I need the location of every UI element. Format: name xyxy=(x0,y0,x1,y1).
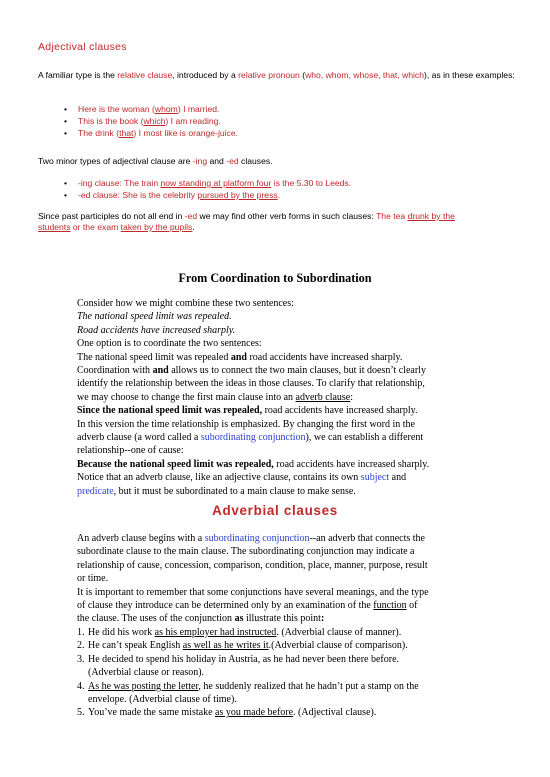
item-number: 2. xyxy=(77,640,85,652)
participle-clause-examples xyxy=(38,178,508,202)
example-text: . xyxy=(277,189,281,200)
body-line xyxy=(77,404,517,417)
example-text: The drink ( xyxy=(78,127,120,138)
example-text: Here is the woman ( xyxy=(78,104,155,114)
as-conjunction-examples xyxy=(77,626,517,720)
body-text: (Adverbial clause or reason). xyxy=(88,667,205,679)
body-line xyxy=(77,391,517,404)
list-item xyxy=(77,639,517,652)
body-line xyxy=(77,599,517,612)
body-line xyxy=(77,351,517,364)
since-text: . xyxy=(192,222,195,232)
subordinating-conjunction-term: subordinating conjunction xyxy=(204,533,310,544)
intro-text: , introduced by a xyxy=(172,70,239,80)
adjectival-intro-paragraph xyxy=(38,70,516,81)
relative-clause-examples xyxy=(38,104,508,139)
bold-clause: Because the national speed limit was repealed, xyxy=(77,458,274,470)
coordination-body xyxy=(77,297,517,498)
example-underlined: pursued by the press xyxy=(197,189,278,200)
bullet-icon: • xyxy=(64,104,68,114)
body-line xyxy=(77,431,517,444)
body-line xyxy=(77,532,517,545)
body-text: the clause. The uses of the conjunction xyxy=(77,613,235,625)
since-text: Since past participles do not all end in xyxy=(38,211,185,221)
body-line: In this version the time relationship is emphasized. By changing the first word in the xyxy=(77,418,415,430)
body-text: He decided to spend his holiday in Austria, as he had never been there before. xyxy=(88,653,400,665)
body-text: illustrate this point xyxy=(243,613,321,625)
example-text: ) I married. xyxy=(177,104,220,114)
body-text: allows us to connect the two main clauses, but it doesn’t clearly xyxy=(168,365,426,377)
adverbial-clauses-heading: Adverbial clauses xyxy=(212,503,338,518)
adverb-clause-link: adverb clause xyxy=(295,391,351,403)
bullet-icon: • xyxy=(64,115,68,126)
body-text: of xyxy=(406,600,418,612)
body-text: --an adverb that connects the xyxy=(309,533,425,544)
example-sentence: Road accidents have increased sharply. xyxy=(77,324,236,336)
body-text: ), we can establish a different xyxy=(305,432,424,444)
intro-text: ), as in these examples: xyxy=(424,70,515,80)
relative-clause-term: relative clause xyxy=(117,70,173,80)
body-text: Notice that an adverb clause, like an adjective clause, contains its own xyxy=(77,472,361,484)
body-text: He can’t speak English xyxy=(88,640,183,652)
example-text: is the 5.30 to Leeds. xyxy=(271,178,352,188)
body-line: identify the relationship between the ideas in those clauses. To clarify that relationship, xyxy=(77,378,425,390)
example-text: -ed clause: She is the celebrity xyxy=(78,189,198,200)
since-example-underlined: drunk by the xyxy=(407,211,455,221)
bullet-icon: • xyxy=(64,178,68,188)
body-text: . (Adjectival clause). xyxy=(293,707,377,719)
body-text: road accidents have increased sharply. xyxy=(273,458,430,470)
body-text: The national speed limit was repealed xyxy=(77,351,231,363)
adverbial-body xyxy=(77,532,517,626)
since-example-underlined: students xyxy=(38,222,71,232)
body-text: we may choose to change the first main clause into an xyxy=(77,391,296,403)
example-sentence: The national speed limit was repealed. xyxy=(77,311,232,323)
body-text: of clause they introduce can be determined only by an examination of the xyxy=(77,600,374,612)
since-example: The tea xyxy=(376,211,408,221)
example-underlined: now standing at platform four xyxy=(160,178,272,188)
body-line xyxy=(77,364,517,377)
example-underlined: that xyxy=(119,127,134,138)
list-item xyxy=(77,706,517,719)
intro-text: ( xyxy=(299,70,306,80)
body-text: : xyxy=(350,391,354,403)
example-underlined: as well as he writes it xyxy=(182,640,269,652)
example-text: This is the book ( xyxy=(78,115,144,126)
body-text: An adverb clause begins with a xyxy=(77,533,205,544)
relative-pronoun-term: relative pronoun xyxy=(238,70,300,80)
since-example-underlined: taken by the pupils xyxy=(120,222,193,232)
body-text: Coordination with xyxy=(77,365,153,377)
ed-term: -ed xyxy=(184,211,198,221)
body-line xyxy=(77,471,517,484)
list-item xyxy=(38,104,508,116)
body-line xyxy=(77,485,517,498)
example-underlined: as his employer had instructed xyxy=(154,627,277,638)
bullet-icon: • xyxy=(64,127,68,138)
bold-and: and xyxy=(230,351,247,363)
minor-text: clauses. xyxy=(238,156,273,166)
body-line: relationship of cause, concession, comparison, condition, place, manner, purpose, result xyxy=(77,559,428,571)
body-text: , but it must be subordinated to a main clause to make sense. xyxy=(113,485,356,497)
example-text: ) I am reading. xyxy=(165,115,221,126)
body-text: . (Adverbial clause of manner). xyxy=(276,627,402,638)
past-participle-paragraph xyxy=(38,211,516,233)
body-text: and xyxy=(389,472,407,484)
item-number: 3. xyxy=(77,653,85,665)
item-number: 4. xyxy=(77,680,85,692)
list-item xyxy=(77,626,517,639)
body-line: subordinate clause to the main clause. The subordinating conjunction may indicate a xyxy=(77,546,415,558)
list-item xyxy=(38,178,508,190)
body-text: road accidents have increased sharply. xyxy=(262,405,418,417)
example-underlined: As he was posting the letter xyxy=(88,680,199,692)
since-example: or the exam xyxy=(70,222,121,232)
list-item xyxy=(77,680,517,707)
body-text: road accidents have increased sharply. xyxy=(246,351,403,363)
list-item xyxy=(38,190,508,202)
body-text: , he suddenly realized that he hadn’t put a stamp on the xyxy=(198,680,419,692)
function-underlined: function xyxy=(373,600,407,612)
body-line: or time. xyxy=(77,573,109,585)
list-item xyxy=(38,116,508,128)
body-line: It is important to remember that some conjunctions have several meanings, and the type xyxy=(77,586,429,598)
subordinating-conjunction-term: subordinating conjunction xyxy=(200,432,306,444)
body-line xyxy=(77,458,517,471)
example-underlined: whom xyxy=(154,104,178,114)
example-text: -ing clause: The train xyxy=(78,178,161,188)
bold-and: and xyxy=(152,365,169,377)
adjectival-clauses-heading: Adjectival clauses xyxy=(38,41,127,53)
bold-colon: : xyxy=(320,613,325,625)
example-text: ) I most like is orange-juice. xyxy=(133,127,239,138)
bold-as: as xyxy=(234,613,244,625)
minor-types-paragraph xyxy=(38,156,516,167)
subject-term: subject xyxy=(360,472,390,484)
since-text: we may find other verb forms in such clauses: xyxy=(197,211,377,221)
intro-text: A familiar type is the xyxy=(38,70,118,80)
ed-term: -ed xyxy=(226,156,239,166)
body-text: .(Adverbial clause of comparison). xyxy=(268,640,408,652)
body-text: He did his work xyxy=(88,627,155,638)
predicate-term: predicate xyxy=(77,485,114,497)
list-item xyxy=(77,653,517,680)
body-text: adverb clause (a word called a xyxy=(77,432,201,444)
body-text: envelope. (Adverbial clause of time). xyxy=(88,694,237,706)
item-number: 5. xyxy=(77,707,85,719)
body-line xyxy=(77,612,517,625)
item-number: 1. xyxy=(77,627,85,638)
body-line: Consider how we might combine these two sentences: xyxy=(77,298,294,309)
list-item xyxy=(38,128,508,140)
example-underlined: as you made before xyxy=(215,707,294,719)
minor-text: Two minor types of adjectival clause are xyxy=(38,156,193,166)
body-line: relationship--one of cause: xyxy=(77,445,184,457)
example-underlined: which xyxy=(143,115,166,126)
coordination-heading: From Coordination to Subordination xyxy=(178,271,372,285)
ing-term: -ing xyxy=(192,156,208,166)
bullet-icon: • xyxy=(64,189,68,200)
bold-clause: Since the national speed limit was repealed, xyxy=(77,405,263,417)
body-text: You’ve made the same mistake xyxy=(88,707,216,719)
body-line: One option is to coordinate the two sentences: xyxy=(77,338,262,350)
minor-text: and xyxy=(207,156,227,166)
pronoun-list: who, whom, whose, that, which xyxy=(305,70,424,80)
